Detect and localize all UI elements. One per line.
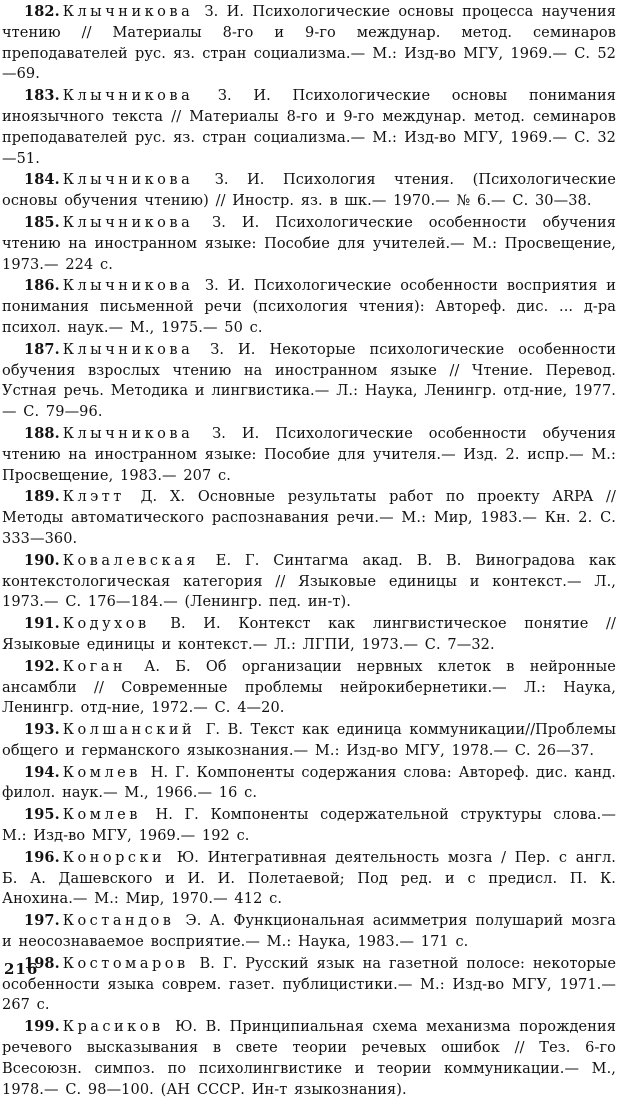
entry-number: 193. — [24, 721, 60, 739]
bibliography-entry-194 — [2, 763, 616, 805]
entry-initials: Ю. В. — [175, 1019, 222, 1036]
bibliography-entry-191 — [2, 614, 616, 656]
entry-author: Клэтт — [62, 489, 125, 506]
entry-text: Интегративная деятельность мозга / Пер. с англ. Б. А. Дашевского и И. И. Полетаевой; Под ред. и с предисл. П. К. Анохина.— М.: Мир, 1970.— 412 с. — [2, 849, 617, 908]
entry-initials: З. И. — [212, 425, 260, 442]
entry-number: 184. — [24, 171, 60, 189]
bibliography-entry-188 — [2, 424, 616, 486]
entry-author: Клычникова — [62, 88, 194, 105]
entry-number: 195. — [24, 806, 60, 824]
bibliography-entry-183 — [2, 86, 616, 169]
entry-author: Коган — [62, 658, 127, 675]
bibliography-entry-185 — [2, 213, 616, 275]
entry-number: 188. — [24, 424, 60, 442]
entry-initials: В. И. — [170, 616, 221, 633]
entry-number: 199. — [24, 1018, 60, 1036]
entry-author: Комлев — [62, 807, 141, 824]
bibliography-entry-184 — [2, 170, 616, 212]
entry-number: 190. — [24, 551, 60, 569]
bibliography-entry-192 — [2, 657, 616, 719]
entry-author: Кодухов — [62, 616, 150, 633]
bibliography-entry-189 — [2, 487, 616, 549]
bibliography-entry-182 — [2, 2, 616, 85]
entry-author: Костомаров — [62, 955, 189, 972]
entry-author: Клычникова — [62, 172, 194, 189]
bibliography-entry-190 — [2, 551, 616, 613]
entry-initials: Г. В. — [205, 722, 244, 739]
bibliography-entry-197 — [2, 911, 616, 953]
entry-text: Контекст как лингвистическое понятие // Языковые единицы и контекст.— Л.: ЛГПИ, 1973.— С. 7—32. — [2, 616, 616, 653]
entry-text: Принципиальная схема механизма порождения речевого высказывания в свете теории речевых ошибок // Тез. 6-го Всесоюзн. симпоз. по психолингвистике и теории коммуникации.— М., 1978.— С. 98—100. (АН СССР. Ин-т языкознания). — [2, 1019, 617, 1098]
entry-text: Компоненты содержательной структуры слова.— М.: Изд-во МГУ, 1969.— 192 с. — [2, 807, 616, 845]
entry-text: Психология чтения. (Психологические основы обучения чтению) // Иностр. яз. в шк.— 1970.— № 6.— С. 30—38. — [2, 172, 616, 210]
entry-initials: Д. Х. — [140, 489, 186, 506]
entry-text: Некоторые психологические особенности обучения взрослых чтению на иностранном языке // Чтение. Перевод. Устная речь. Методика и лингвистика.— Л.: Наука, Ленингр. отд-ние, 1977.— С. 79—96. — [2, 341, 616, 421]
entry-initials: З. И. — [212, 214, 260, 231]
bibliography-entry-199 — [2, 1017, 616, 1100]
entry-number: 198. — [24, 954, 60, 972]
entry-initials: Ю. — [176, 849, 199, 866]
entry-author: Клычникова — [62, 278, 194, 295]
entry-initials: А. Б. — [144, 658, 191, 675]
entry-initials: З. И. — [214, 172, 265, 189]
entry-author: Красиков — [62, 1019, 164, 1036]
entry-number: 183. — [24, 87, 60, 105]
entry-author: Ковалевская — [62, 552, 199, 569]
entry-initials: З. И. — [204, 278, 246, 295]
bibliography-entry-195 — [2, 805, 616, 847]
entry-initials: В. Г. — [199, 955, 238, 972]
entry-text: Психологические особенности восприятия и понимания письменной речи (психология чтения): Автореф. дис. ... д-ра психол. наук.— М., 1975.— 50 с. — [2, 278, 616, 336]
entry-author: Клычникова — [62, 425, 194, 442]
bibliography-entry-193 — [2, 720, 616, 762]
entry-initials: Н. Г. — [150, 764, 190, 781]
bibliography-entry-186 — [2, 276, 616, 338]
entry-author: Конорски — [62, 849, 166, 866]
entry-number: 187. — [24, 340, 60, 358]
entry-author: Клычникова — [62, 341, 194, 358]
entry-number: 191. — [24, 615, 60, 633]
entry-initials: З. И. — [217, 88, 271, 105]
entry-text: Функциональная асимметрия полушарий мозга и неосознаваемое восприятие.— М.: Наука, 1983.— 171 с. — [2, 913, 616, 951]
entry-text: Психологические основы процесса научения чтению // Материалы 8-го и 9-го междунар. метод. семинаров преподавателей рус. яз. стран социализма.— М.: Изд-во МГУ, 1969.— С. 52—69. — [2, 4, 616, 83]
bibliography-entry-187 — [2, 340, 616, 423]
bibliography-entry-198 — [2, 954, 616, 1016]
entry-author: Костандов — [62, 913, 175, 930]
entry-initials: Э. А. — [185, 913, 226, 930]
entry-author: Колшанский — [62, 722, 196, 739]
entry-number: 189. — [24, 488, 60, 506]
entry-author: Комлев — [62, 764, 141, 781]
entry-text: Психологические особенности обучения чтению на иностранном языке: Пособие для учителей.— М.: Просвещение, 1973.— 224 с. — [2, 214, 616, 273]
entry-number: 192. — [24, 657, 60, 675]
entry-text: Текст как единица коммуникации//Проблемы общего и германского языкознания.— М.: Изд-во МГУ, 1978.— С. 26—37. — [2, 722, 616, 759]
entry-text: Об организации нервных клеток в нейронные ансамбли // Современные проблемы нейрокибернетики.— Л.: Наука, Ленингр. отд-ние, 1972.— С. 4—20. — [2, 658, 616, 717]
entry-author: Клычникова — [62, 214, 194, 231]
entry-text: Компоненты содержания слова: Автореф. дис. канд. филол. наук.— М., 1966.— 16 с. — [2, 764, 617, 802]
page-number: 216 — [4, 960, 39, 978]
entry-text: Синтагма акад. В. В. Виноградова как контекстологическая категория // Языковые единицы и контекст.— Л., 1973.— С. 176—184.— (Ленингр. пед. ин-т). — [2, 552, 617, 611]
entry-initials: З. И. — [210, 341, 256, 358]
entry-number: 186. — [24, 277, 60, 295]
entry-text: Русский язык на газетной полосе: некоторые особенности языка соврем. газет. публицистики.— М.: Изд-во МГУ, 1971.— 267 с. — [2, 955, 616, 1014]
entry-text: Психологические основы понимания иноязычного текста // Материалы 8-го и 9-го междунар. метод. семинаров преподавателей рус. яз. стран социализма.— М.: Изд-во МГУ, 1969.— С. 32—51. — [2, 88, 616, 167]
entry-text: Психологические особенности обучения чтению на иностранном языке: Пособие для учителя.— Изд. 2. испр.— М.: Просвещение, 1983.— 207 с. — [2, 425, 616, 484]
entry-text: Основные результаты работ по проекту ARPA // Методы автоматического распознавания речи.— М.: Мир, 1983.— Кн. 2. С. 333—360. — [2, 489, 616, 547]
entry-initials: Е. Г. — [215, 552, 260, 569]
entry-number: 185. — [24, 213, 60, 231]
entry-number: 194. — [24, 763, 60, 781]
entry-number: 197. — [24, 912, 60, 930]
entry-number: 196. — [24, 848, 60, 866]
entry-initials: З. И. — [204, 4, 245, 20]
entry-number: 182. — [24, 3, 60, 20]
entry-author: Клычникова — [62, 4, 194, 20]
bibliography-page — [2, 2, 616, 1100]
entry-initials: Н. Г. — [155, 807, 199, 824]
bibliography-entry-196 — [2, 848, 616, 910]
